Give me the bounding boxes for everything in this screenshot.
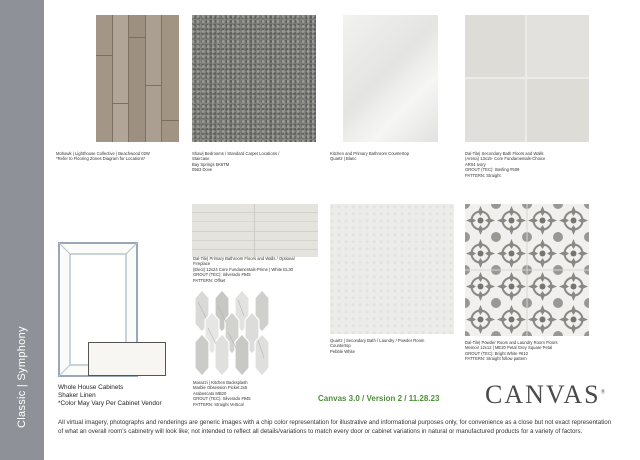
version-label: Canvas 3.0 / Version 2 / 11.28.23: [318, 394, 440, 403]
swatch-caption: Kitchen and Primary Bathroom Countertop Quartz | Blanc: [330, 151, 409, 162]
swatch-caption: Marazzi | Kitchen Backsplash Marble Obsession Picket 2x5 Arabescato MB20 GROUT (TEC): Silverado #945 PATTERN: Straight Vertical: [193, 380, 251, 407]
hexagon-mosaic-graphic: [192, 288, 274, 377]
swatch-white-tile: [192, 204, 318, 257]
patterned-tile-graphic: [465, 204, 589, 336]
swatch-caption: Dal-Tile| Secondary Bath Floors and Walls (Arena) 13x15- Core Fundamentals-Choice AR04 Ivory GROUT (TEC): Sterling #509 PATTERN: Straight: [465, 151, 546, 178]
swatch-caption: Dal-Tile| Primary Bathroom Floors and Walls / Optional Fireplace (Elect) 12x24 Core Fundamentals-Prime | White EL30 GROUT (TEC): Silverado #945 PATTERN: Offset: [193, 256, 295, 283]
swatch-ivory-tile: [465, 15, 589, 142]
cabinet-color-chip: [88, 342, 166, 376]
swatch-wood-flooring: [96, 15, 179, 142]
swatch-quartz-blanc: [343, 15, 438, 142]
swatch-patterned-tile: [465, 204, 589, 336]
swatch-caption: Quartz | Secondary Bath / Laundry / Powder Room Countertop Pebble White: [330, 338, 425, 354]
disclaimer-text: All virtual imagery, photographs and renderings are generic images with a chip color representation for illustrative and informational purposes only, for convenience as a close but not exact representation of what an overall room's cabinetry will look like; not intended to reflect all details/variations to match every door or cabinet variations in natural or manufactured products for a variety of factors.: [58, 419, 612, 435]
swatch-hexagon-mosaic: [192, 288, 274, 377]
cabinet-note: *Color May Vary Per Cabinet Vendor: [58, 400, 162, 407]
swatch-carpet: [192, 15, 316, 142]
sidebar-band: [0, 0, 44, 460]
swatch-caption: Mohawk | Lighthouse Collective | Beachwood 02W *Refer to Flooring Zones Diagram for Locations*: [56, 151, 150, 162]
swatch-caption: Dal-Tile| Powder Room and Laundry Room Floors Memoir 12x12 | ME20 Petal Grey Square Petal GROUT (TEC): Bright White #610 PATTERN: Straight follow pattern: [465, 340, 558, 362]
collection-title: Classic | Symphony: [16, 326, 28, 428]
cabinet-details: [58, 384, 162, 408]
swatch-pebble-white: [330, 204, 454, 334]
swatch-caption: Shaw| Bedrooms / Standard Carpet Locations / Staircase Bay Springs 5K6TM 0563 Dove: [192, 151, 280, 173]
canvas-logo: CANVAS®: [485, 380, 606, 409]
cabinet-color: Shaker Linen: [58, 392, 96, 399]
cabinet-title: Whole House Cabinets: [58, 384, 124, 391]
